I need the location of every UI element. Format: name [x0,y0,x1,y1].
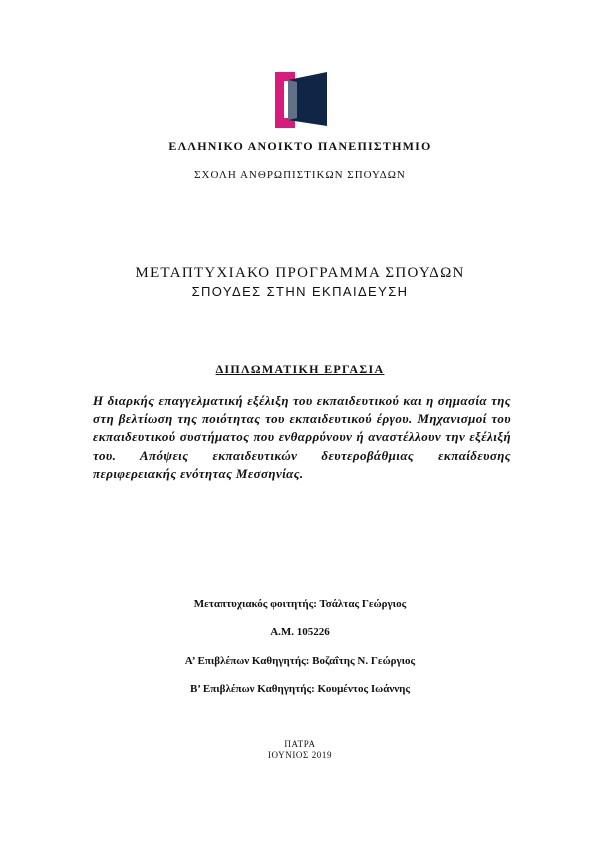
university-name: ΕΛΛΗΝΙΚΟ ΑΝΟΙΚΤΟ ΠΑΝΕΠΙΣΤΗΜΙΟ [168,139,432,153]
school-name: ΣΧΟΛΗ ΑΝΘΡΩΠΙΣΤΙΚΩΝ ΣΠΟΥΔΩΝ [194,169,406,181]
second-supervisor: Β’ Επιβλέπων Καθηγητής: Κουμέντος Ιωάννης [189,683,411,695]
first-supervisor: Α’ Επιβλέπων Καθηγητής: Βοζαΐτης Ν. Γεώργιος [184,655,416,667]
thesis-title: Η διαρκής επαγγελματική εξέλιξη του εκπαιδευτικού και η σημασία της στη βελτίωση της ποιότητας του εκπαιδευτικού έργου. Μηχανισμοί του εκπαιδευτικού συστήματος που ενθαρρύνουν ή αναστέλλουν την εξέλιξή του. Απόψεις εκπαιδευτικών δευτεροβάθμιας εκπαίδευσης περιφερειακής ενότητας Μεσσηνίας. [93,393,511,481]
date: ΙΟΥΝΙΟΣ 2019 [267,750,333,760]
student-registration-number: Α.Μ. 105226 [270,626,330,638]
program-title: ΜΕΤΑΠΤΥΧΙΑΚΟ ΠΡΟΓΡΑΜΜΑ ΣΠΟΥΔΩΝ [135,265,465,281]
city: ΠΑΤΡΑ [284,739,316,749]
specialization-title: ΣΠΟΥΔΕΣ ΣΤΗΝ ΕΚΠΑΙΔΕΥΣΗ [191,284,409,299]
university-book-logo-icon [275,72,327,128]
logo-fold [288,80,297,120]
thesis-label: ΔΙΠΛΩΜΑΤΙΚΗ ΕΡΓΑΣΙΑ [215,362,385,376]
student-name: Μεταπτυχιακός φοιτητής: Τσάλτας Γεώργιος [193,598,407,610]
